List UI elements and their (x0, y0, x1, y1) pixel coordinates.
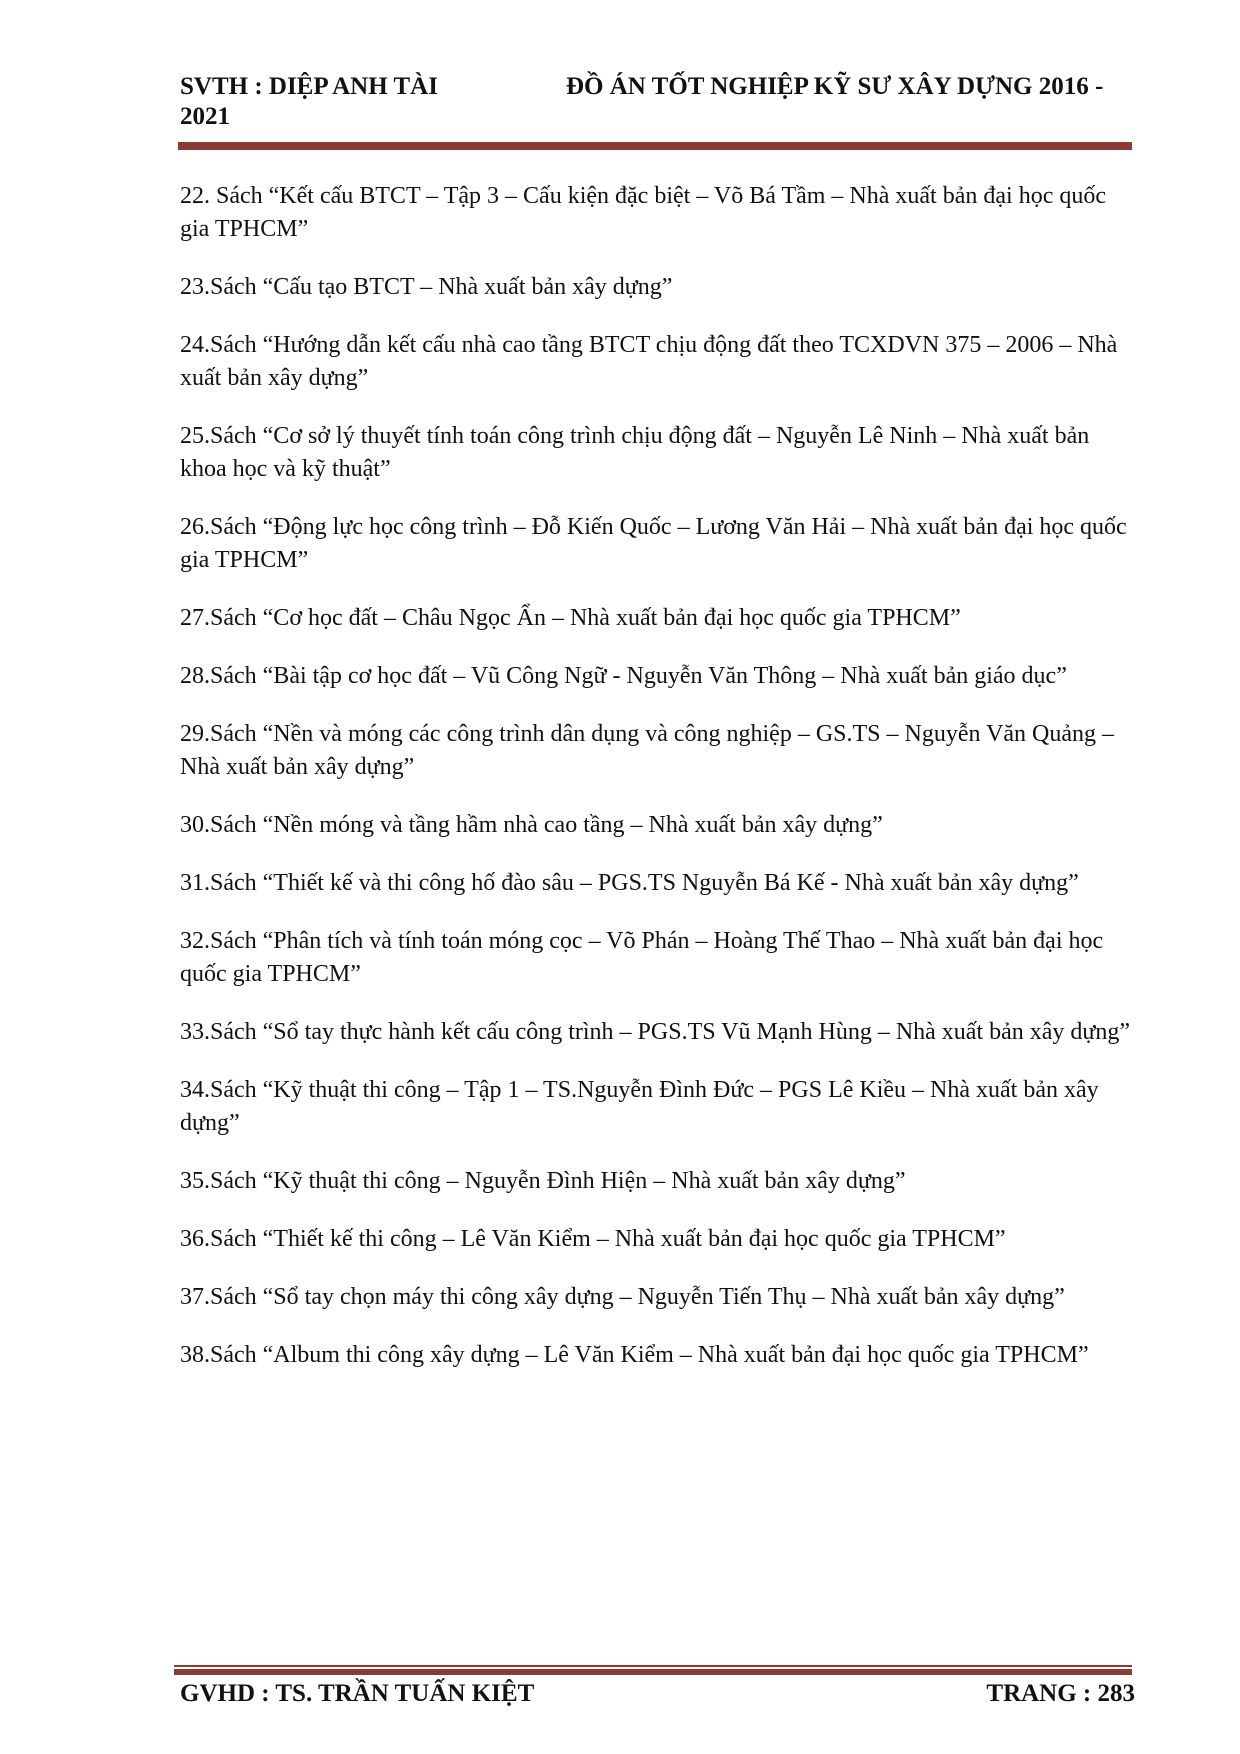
reference-item: 23.Sách “Cấu tạo BTCT – Nhà xuất bản xây dựng” (180, 274, 673, 300)
reference-item: 34.Sách “Kỹ thuật thi công – Tập 1 – TS.Nguyễn Đình Đức – PGS Lê Kiều – Nhà xuất bản xây dựng” (180, 1077, 1099, 1136)
footer-rule-thick (174, 1669, 1132, 1675)
reference-item: 28.Sách “Bài tập cơ học đất – Vũ Công Ngữ - Nguyễn Văn Thông – Nhà xuất bản giáo dục” (180, 663, 1067, 689)
reference-item: 33.Sách “Sổ tay thực hành kết cấu công trình – PGS.TS Vũ Mạnh Hùng – Nhà xuất bản xây dựng” (180, 1019, 1131, 1045)
reference-item: 32.Sách “Phân tích và tính toán móng cọc – Võ Phán – Hoàng Thế Thao – Nhà xuất bản đại học quốc gia TPHCM” (180, 928, 1104, 987)
footer-rule-thin (174, 1665, 1132, 1667)
page-number: TRANG : 283 (986, 1680, 1135, 1707)
reference-item: 35.Sách “Kỹ thuật thi công – Nguyễn Đình Hiện – Nhà xuất bản xây dựng” (180, 1168, 906, 1194)
reference-list (180, 180, 1140, 1397)
project-year: 2021 (180, 103, 230, 130)
reference-item: 22. Sách “Kết cấu BTCT – Tập 3 – Cấu kiện đặc biệt – Võ Bá Tầm – Nhà xuất bản đại học quốc gia TPHCM” (180, 183, 1107, 242)
advisor-name: GVHD : TS. TRẦN TUẤN KIỆT (180, 1680, 535, 1707)
reference-item: 24.Sách “Hướng dẫn kết cấu nhà cao tầng BTCT chịu động đất theo TCXDVN 375 – 2006 – Nhà xuất bản xây dựng” (180, 332, 1118, 391)
reference-item: 36.Sách “Thiết kế thi công – Lê Văn Kiểm – Nhà xuất bản đại học quốc gia TPHCM” (180, 1226, 1006, 1252)
reference-item: 38.Sách “Album thi công xây dựng – Lê Văn Kiểm – Nhà xuất bản đại học quốc gia TPHCM” (180, 1342, 1089, 1368)
student-name: SVTH : DIỆP ANH TÀI (180, 73, 438, 100)
reference-item: 29.Sách “Nền và móng các công trình dân dụng và công nghiệp – GS.TS – Nguyễn Văn Quảng – Nhà xuất bản xây dựng” (180, 721, 1115, 780)
reference-item: 31.Sách “Thiết kế và thi công hố đào sâu – PGS.TS Nguyễn Bá Kế - Nhà xuất bản xây dựng” (180, 870, 1079, 896)
reference-item: 37.Sách “Sổ tay chọn máy thi công xây dựng – Nguyễn Tiến Thụ – Nhà xuất bản xây dựng” (180, 1284, 1065, 1310)
reference-item: 25.Sách “Cơ sở lý thuyết tính toán công trình chịu động đất – Nguyễn Lê Ninh – Nhà xuất bản khoa học và kỹ thuật” (180, 423, 1090, 482)
project-title: ĐỒ ÁN TỐT NGHIỆP KỸ SƯ XÂY DỰNG 2016 - (566, 73, 1104, 100)
reference-item: 27.Sách “Cơ học đất – Châu Ngọc Ẩn – Nhà xuất bản đại học quốc gia TPHCM” (180, 605, 961, 631)
reference-item: 26.Sách “Động lực học công trình – Đỗ Kiến Quốc – Lương Văn Hải – Nhà xuất bản đại học quốc gia TPHCM” (180, 514, 1127, 573)
header-rule (178, 142, 1132, 150)
reference-item: 30.Sách “Nền móng và tầng hầm nhà cao tầng – Nhà xuất bản xây dựng” (180, 812, 883, 838)
